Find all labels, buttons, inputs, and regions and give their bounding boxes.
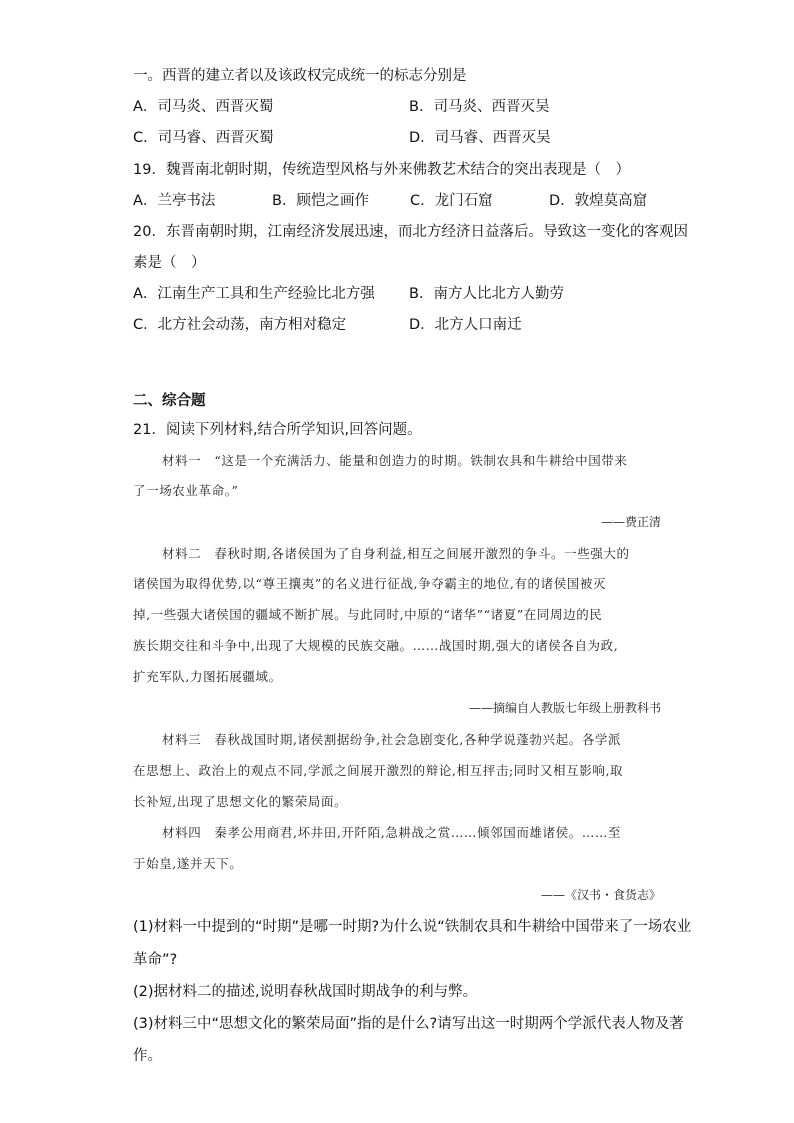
q21-sub1-line1: (1)材料一中提到的“时期”是哪一时期?为什么说“铁制农具和牛耕给中国带来了一场农业 bbox=[133, 919, 692, 935]
section-heading: 二、综合题 bbox=[133, 393, 206, 409]
q21-sub3-line1: (3)材料三中“思想文化的繁荣局面”指的是什么?请写出这一时期两个学派代表人物及著 bbox=[133, 1016, 684, 1032]
q21-sub1-line2: 革命”? bbox=[133, 952, 178, 968]
q18-option-c: C．司马睿、西晋灭蜀 bbox=[133, 130, 274, 146]
q20-option-d: D．北方人口南迁 bbox=[409, 317, 522, 333]
material-3-line2: 在思想上、政治上的观点不同,学派之间展开激烈的辩论,相互抨击;同时又相互影响,取 bbox=[133, 763, 624, 778]
q21-intro: 21．阅读下列材料,结合所学知识,回答问题。 bbox=[133, 422, 422, 438]
q19-option-d: D．敦煌莫高窟 bbox=[549, 193, 648, 209]
material-4-line2: 于始皇,遂并天下。 bbox=[133, 856, 243, 871]
material-2-source: ——摘编自人教版七年级上册教科书 bbox=[468, 701, 661, 715]
q19-option-c: C．龙门石窟 bbox=[410, 193, 493, 209]
q18-option-b: B．司马炎、西晋灭吴 bbox=[409, 99, 550, 115]
q20-option-a: A．江南生产工具和生产经验比北方强 bbox=[133, 286, 375, 302]
q18-stem: 一。西晋的建立者以及该政权完成统一的标志分别是 bbox=[133, 68, 467, 84]
material-2-line3: 掉,一些强大诸侯国的疆域不断扩展。与此同时,中原的“诸华”“诸夏”在同周边的民 bbox=[133, 607, 603, 622]
q19-option-a: A．兰亭书法 bbox=[133, 193, 216, 209]
q19-option-b: B．顾恺之画作 bbox=[272, 193, 369, 209]
q18-option-d: D．司马睿、西晋灭吴 bbox=[409, 130, 551, 146]
material-2-line1: 材料二 春秋时期,各诸侯国为了自身利益,相互之间展开激烈的争斗。一些强大的 bbox=[162, 546, 630, 561]
q20-stem-line1: 20．东晋南朝时期，江南经济发展迅速，而北方经济日益落后。导致这一变化的客观因 bbox=[133, 224, 688, 240]
q20-option-b: B．南方人比北方人勤劳 bbox=[409, 286, 564, 302]
material-2-line2: 诸侯国为取得优势,以“尊王攘夷”的名义进行征战,争夺霸主的地位,有的诸侯国被灭 bbox=[133, 576, 607, 591]
material-3-line3: 长补短,出现了思想文化的繁荣局面。 bbox=[133, 794, 348, 809]
material-1-line1: 材料一 “这是一个充满活力、能量和创造力的时期。铁制农具和牛耕给中国带来 bbox=[162, 453, 628, 468]
material-1-source: ——费正清 bbox=[600, 515, 661, 529]
material-3-line1: 材料三 春秋战国时期,诸侯割据纷争,社会急剧变化,各种学说蓬勃兴起。各学派 bbox=[162, 732, 622, 747]
material-4-line1: 材料四 秦孝公用商君,坏井田,开阡陌,急耕战之赏……倾邻国而雄诸侯。……至 bbox=[162, 825, 622, 840]
q20-option-c: C．北方社会动荡，南方相对稳定 bbox=[133, 317, 347, 333]
material-4-source: ——《汉书・食货志》 bbox=[540, 888, 661, 902]
material-1-line2: 了一场农业革命。” bbox=[133, 483, 239, 498]
q21-sub3-line2: 作。 bbox=[133, 1048, 162, 1064]
material-2-line4: 族长期交往和斗争中,出现了大规模的民族交融。……战国时期,强大的诸侯各自为政, bbox=[133, 638, 619, 653]
q19-stem: 19．魏晋南北朝时期，传统造型风格与外来佛教艺术结合的突出表现是（ ） bbox=[133, 162, 630, 178]
q20-stem-line2: 素是（ ） bbox=[133, 255, 206, 271]
q21-sub2: (2)据材料二的描述,说明春秋战国时期战争的利与弊。 bbox=[133, 984, 478, 1000]
material-2-line5: 扩充军队,力图拓展疆域。 bbox=[133, 669, 282, 684]
q18-option-a: A．司马炎、西晋灭蜀 bbox=[133, 99, 274, 115]
